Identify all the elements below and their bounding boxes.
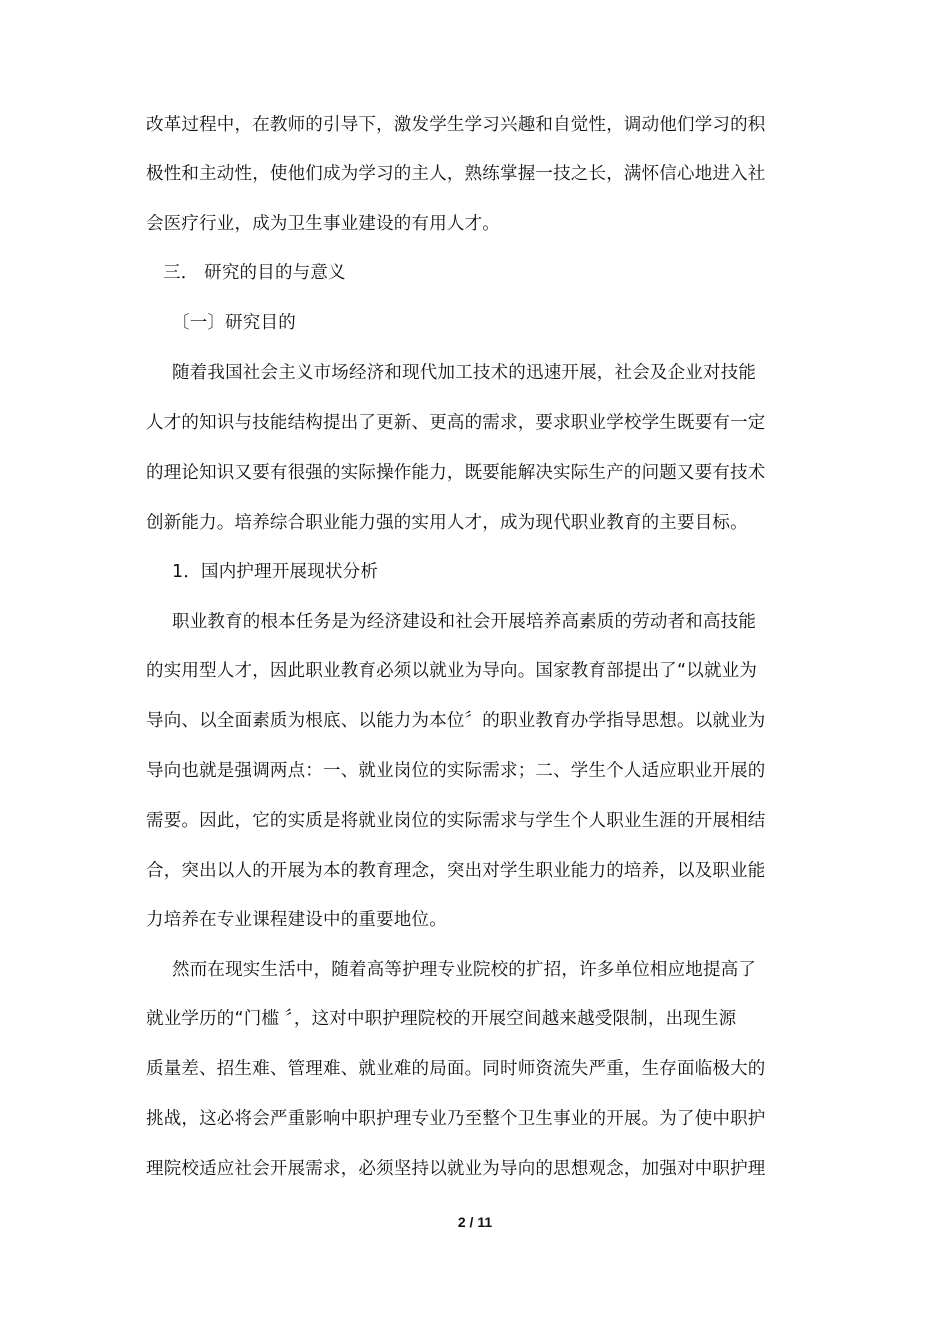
text-line: 质量差、招生难、管理难、就业难的局面。同时师资流失严重，生存面临极大的 <box>146 1059 766 1079</box>
text-line: 理院校适应社会开展需求，必须坚持以就业为导向的思想观念，加强对中职护理 <box>146 1159 766 1179</box>
text-line: 会医疗行业，成为卫生事业建设的有用人才。 <box>146 214 500 234</box>
text-line: 需要。因此，它的实质是将就业岗位的实际需求与学生个人职业生涯的开展相结 <box>146 811 766 831</box>
text-line: 合，突出以人的开展为本的教育理念，突出对学生职业能力的培养，以及职业能 <box>146 861 766 881</box>
text-line: 职业教育的根本任务是为经济建设和社会开展培养高素质的劳动者和高技能 <box>172 612 757 632</box>
text-line: 极性和主动性，使他们成为学习的主人，熟练掌握一技之长，满怀信心地进入社 <box>146 164 766 184</box>
text-line: 改革过程中，在教师的引导下，激发学生学习兴趣和自觉性，调动他们学习的积 <box>146 115 766 135</box>
text-line: 的理论知识又要有很强的实际操作能力，既要能解决实际生产的问题又要有技术 <box>146 463 766 483</box>
page-number: 2 / 11 <box>457 1214 493 1230</box>
text-line: 挑战，这必将会严重影响中职护理专业乃至整个卫生事业的开展。为了使中职护 <box>146 1109 766 1129</box>
text-line: 就业学历的“门槛 〞，这对中职护理院校的开展空间越来越受限制，出现生源 <box>146 1009 737 1029</box>
text-line: 随着我国社会主义市场经济和现代加工技术的迅速开展，社会及企业对技能 <box>172 363 757 383</box>
section-heading: 三． 研究的目的与意义 <box>163 263 346 283</box>
subsection-heading: 1．国内护理开展现状分析 <box>172 562 379 582</box>
text-line: 的实用型人才，因此职业教育必须以就业为导向。国家教育部提出了“以就业为 <box>146 661 758 681</box>
subsection-heading: 〔一〕研究目的 <box>172 313 296 333</box>
text-line: 导向也就是强调两点：一、就业岗位的实际需求；二、学生个人适应职业开展的 <box>146 761 766 781</box>
text-line: 导向、以全面素质为根底、以能力为本位〞的职业教育办学指导思想。以就业为 <box>146 711 766 731</box>
text-line: 创新能力。培养综合职业能力强的实用人才，成为现代职业教育的主要目标。 <box>146 513 748 533</box>
text-line: 力培养在专业课程建设中的重要地位。 <box>146 910 447 930</box>
text-line: 然而在现实生活中，随着高等护理专业院校的扩招，许多单位相应地提高了 <box>172 960 757 980</box>
text-line: 人才的知识与技能结构提出了更新、更高的需求，要求职业学校学生既要有一定 <box>146 413 766 433</box>
